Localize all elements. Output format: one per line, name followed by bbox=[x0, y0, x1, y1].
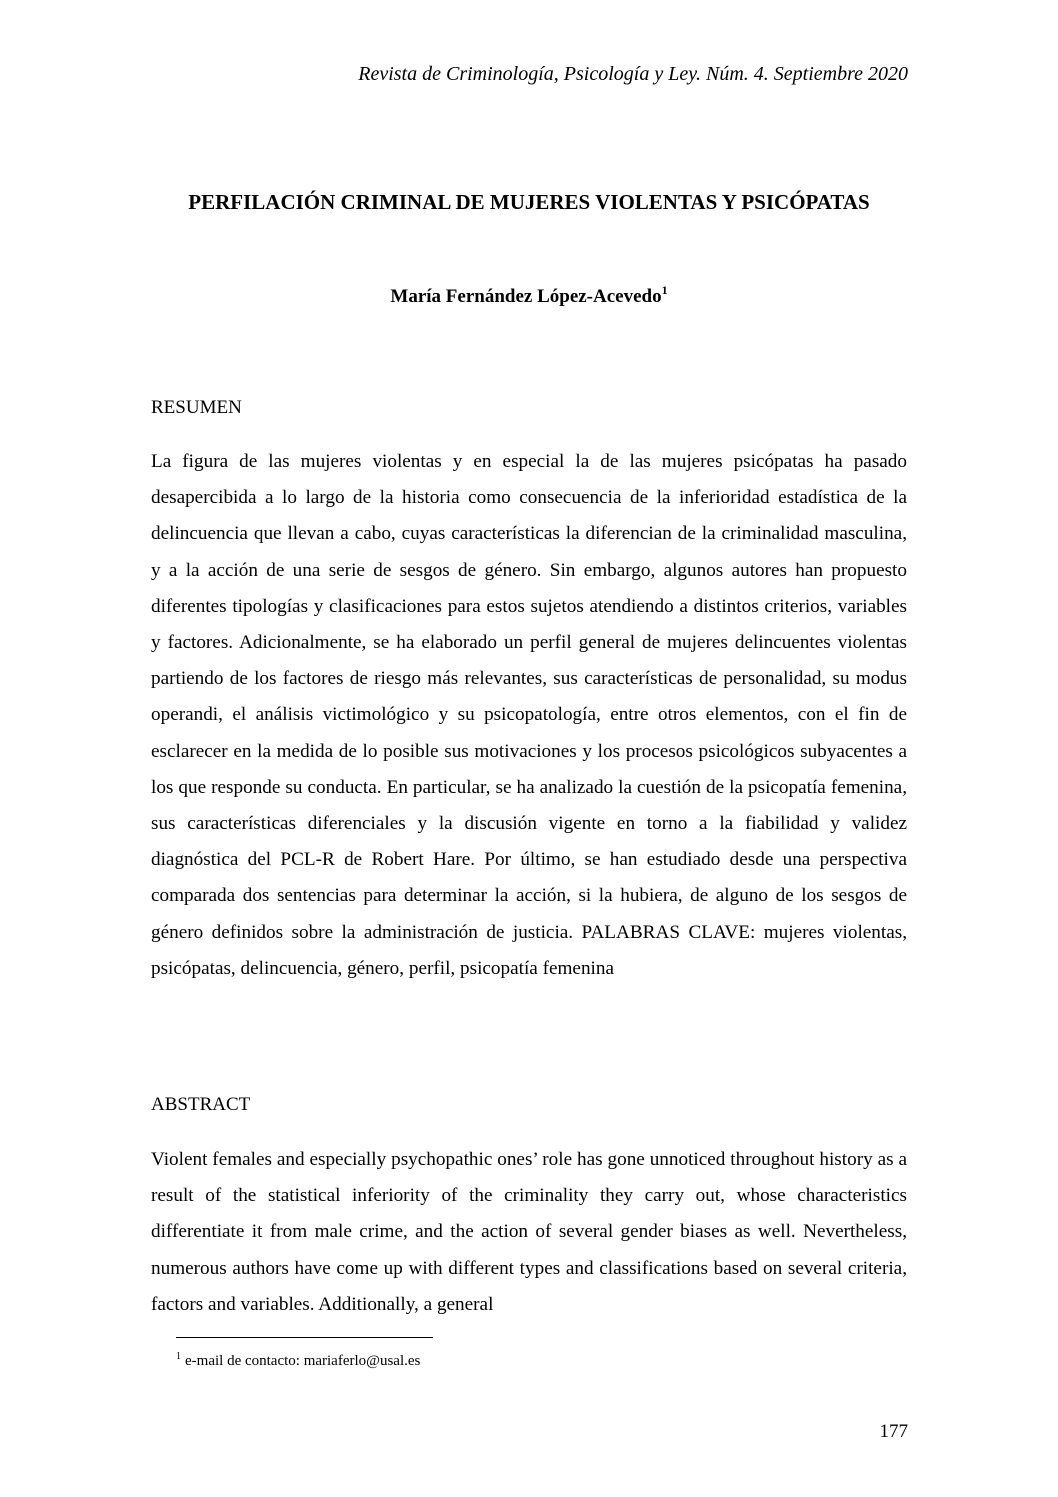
footnote bbox=[176, 1350, 420, 1372]
author-line bbox=[150, 282, 908, 312]
keywords-label: PALABRAS CLAVE: bbox=[581, 921, 756, 943]
journal-running-header: Revista de Criminología, Psicología y Ley. Núm. 4. Septiembre 2020 bbox=[358, 63, 908, 85]
page-number: 177 bbox=[879, 1421, 908, 1442]
author-name: María Fernández López-Acevedo bbox=[390, 286, 662, 307]
resumen-body-text: La figura de las mujeres violentas y en especial la de las mujeres psicópatas ha pasado desapercibida a lo largo de la historia como consecuencia de la inferioridad estadística de la delincuencia que llevan a cabo, cuyas características la diferencian de la criminalidad masculina, y a la acción de una serie de sesgos de género. Sin embargo, algunos autores han propuesto diferentes tipologías y clasificaciones para estos sujetos atendiendo a distintos criterios, variables y factores. Adicionalmente, se ha elaborado un perfil general de mujeres delincuentes violentas partiendo de los factores de riesgo más relevantes, sus características de personalidad, su modus operandi, el análisis victimológico y su psicopatología, entre otros elementos, con el fin de esclarecer en la medida de lo posible sus motivaciones y los procesos psicológicos subyacentes a los que responde su conducta. En particular, se ha analizado la cuestión de la psicopatía femenina, sus características diferenciales y la discusión vigente en torno a la fiabilidad y validez diagnóstica del PCL-R de Robert Hare. Por último, se han estudiado desde una perspectiva comparada dos sentencias para determinar la acción, si la hubiera, de alguno de los sesgos de género definidos sobre la administración de justicia. bbox=[151, 451, 907, 943]
footnote-mark: 1 bbox=[176, 1351, 181, 1362]
footnote-divider bbox=[176, 1337, 433, 1338]
resumen-heading: RESUMEN bbox=[151, 397, 242, 418]
author-footnote-mark: 1 bbox=[661, 283, 668, 297]
footnote-text: e-mail de contacto: mariaferlo@usal.es bbox=[185, 1353, 421, 1369]
abstract-paragraph: Violent females and especially psychopathic ones’ role has gone unnoticed throughout history as a result of the statistical inferiority of the criminality they carry out, whose characteristics differentiate it from male crime, and the action of several gender biases as well. Nevertheless, numerous authors have come up with different types and classifications based on several criteria, factors and variables. Additionally, a general bbox=[151, 1149, 907, 1315]
abstract-heading: ABSTRACT bbox=[151, 1094, 251, 1115]
keywords-list: mujeres violentas, psicópatas, delincuencia, género, perfil, psicopatía femenina bbox=[151, 921, 907, 979]
article-title: PERFILACIÓN CRIMINAL DE MUJERES VIOLENTAS Y PSICÓPATAS bbox=[188, 190, 870, 214]
resumen-paragraph bbox=[151, 444, 907, 987]
